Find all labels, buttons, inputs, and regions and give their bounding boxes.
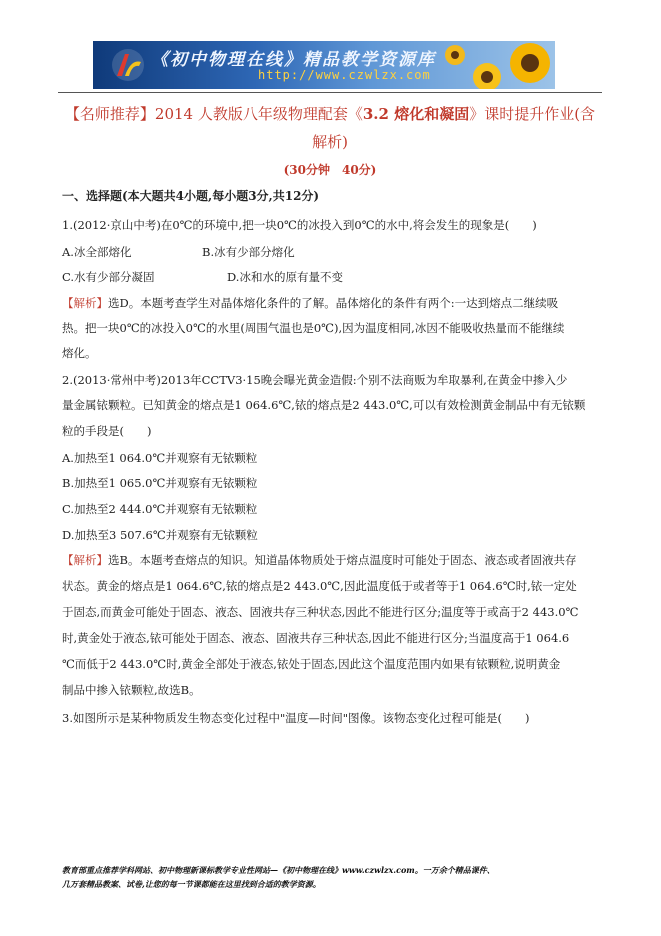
q2-option-d: D.加热至3 507.6℃并观察有无铱颗粒 bbox=[62, 528, 258, 542]
q2-analysis-line5: ℃而低于2 443.0℃时,黄金全部处于液态,铱处于固态,因此这个温度范围内如果有铱颗粒,说明黄金 bbox=[62, 657, 561, 671]
header-banner bbox=[93, 41, 555, 89]
q1-option-b: B.冰有少部分熔化 bbox=[202, 245, 295, 259]
q1-option-d: D.冰和水的原有量不变 bbox=[227, 270, 343, 284]
doc-title-part1: 【名师推荐】2014 人教版八年级物理配套《 bbox=[64, 105, 363, 123]
q2-option-a: A.加热至1 064.0℃并观察有无铱颗粒 bbox=[62, 451, 258, 465]
site-logo-icon bbox=[111, 48, 145, 82]
q1-analysis-line1 bbox=[62, 296, 558, 310]
doc-title-line2: 解析) bbox=[312, 133, 348, 151]
q1-option-a: A.冰全部熔化 bbox=[62, 245, 132, 259]
footer-line2: 几万套精品教案、试卷,让您的每一节课都能在这里找到合适的教学资源。 bbox=[62, 879, 321, 889]
q1-analysis-text1: 选D。本题考查学生对晶体熔化条件的了解。晶体熔化的条件有两个:一达到熔点二继续吸 bbox=[108, 296, 559, 310]
q3-stem: 3.如图所示是某种物质发生物态变化过程中"温度—时间"图像。该物态变化过程可能是( ) bbox=[62, 711, 530, 725]
q2-option-c: C.加热至2 444.0℃并观察有无铱颗粒 bbox=[62, 502, 258, 516]
q1-analysis-line2: 热。把一块0℃的冰投入0℃的水里(周围气温也是0℃),因为温度相同,冰因不能吸收热量而不能继续 bbox=[62, 321, 565, 335]
doc-title bbox=[58, 103, 602, 124]
q2-analysis-line2: 状态。黄金的熔点是1 064.6℃,铱的熔点是2 443.0℃,因此温度低于或者等于1 064.6℃时,铱一定处 bbox=[62, 579, 577, 593]
q1-analysis-line3: 熔化。 bbox=[62, 346, 97, 360]
q2-analysis-line1 bbox=[62, 553, 576, 567]
header-divider bbox=[58, 92, 602, 93]
q2-analysis-line3: 于固态,而黄金可能处于固态、液态、固液共存三种状态,因此不能进行区分;温度等于或高于2 443.0℃ bbox=[62, 605, 579, 619]
doc-title-part2: 》课时提升作业(含 bbox=[469, 105, 596, 123]
doc-title-bold: 3.2 熔化和凝固 bbox=[362, 105, 470, 123]
sunflower-image bbox=[435, 41, 555, 89]
q2-analysis-tag: 【解析】 bbox=[62, 553, 108, 567]
q2-stem-line1: 2.(2013·常州中考)2013年CCTV3·15晚会曝光黄金造假:个别不法商贩为牟取暴利,在黄金中掺入少 bbox=[62, 373, 568, 387]
q2-stem-line3: 粒的手段是( ) bbox=[62, 424, 152, 438]
q2-analysis-text1: 选B。本题考查熔点的知识。知道晶体物质处于熔点温度时可能处于固态、液态或者固液共存 bbox=[108, 553, 577, 567]
q2-option-b: B.加热至1 065.0℃并观察有无铱颗粒 bbox=[62, 476, 258, 490]
q2-stem-line2: 量金属铱颗粒。已知黄金的熔点是1 064.6℃,铱的熔点是2 443.0℃,可以有效检测黄金制品中有无铱颗 bbox=[62, 398, 586, 412]
banner-url: http://www.czwlzx.com bbox=[258, 68, 431, 82]
q2-analysis-line4: 时,黄金处于液态,铱可能处于固态、液态、固液共存三种状态,因此不能进行区分;当温度高于1 064.6 bbox=[62, 631, 570, 645]
footer-line1: 教育部重点推荐学科网站、初中物理新课标教学专业性网站—《初中物理在线》www.czwlzx.com。一万余个精品课件、 bbox=[62, 865, 495, 875]
q1-analysis-tag: 【解析】 bbox=[62, 296, 108, 310]
q1-stem: 1.(2012·京山中考)在0℃的环境中,把一块0℃的冰投入到0℃的水中,将会发生的现象是( ) bbox=[62, 218, 537, 232]
banner-title: 《初中物理在线》精品教学资源库 bbox=[151, 50, 436, 70]
time-score: (30分钟 40分) bbox=[283, 163, 377, 177]
q2-analysis-line6: 制品中掺入铱颗粒,故选B。 bbox=[62, 683, 201, 697]
section-heading: 一、选择题(本大题共4小题,每小题3分,共12分) bbox=[62, 189, 320, 203]
q1-option-c: C.水有少部分凝固 bbox=[62, 270, 155, 284]
